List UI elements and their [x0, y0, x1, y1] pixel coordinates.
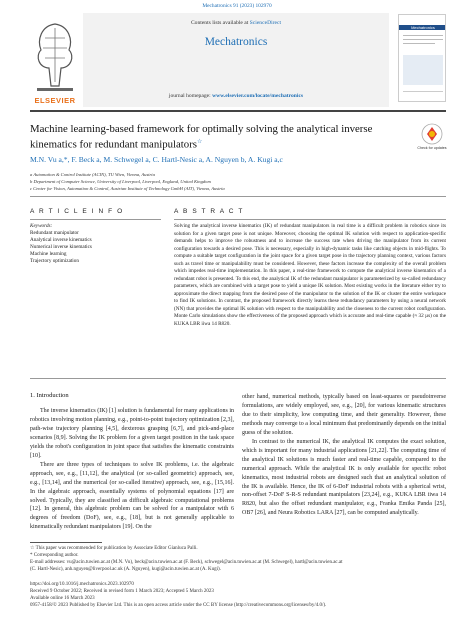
title-note-marker[interactable]: ☆ [197, 138, 203, 145]
keyword-item: Redundant manipulator [30, 230, 79, 236]
journal-reference[interactable]: Mechatronics 91 (2023) 102970 [202, 3, 272, 9]
article-title-text: Machine learning-based framework for optimally solving the analytical inverse kinematics for redundant manipulators [30, 123, 373, 151]
keywords-list [30, 230, 161, 265]
body-paragraph: The inverse kinematics (IK) [1] solution is fundamental for many applications in robotics involving motion planning, e.g., point-to-point trajectory optimization [2,3], path-wise trajectory planning [4,5], dexterous grasping [6,7], and pick-and-place scenarios [8,9]. Solving the IK problem for a given target position in the task space yields the robot's configuration in joint space that satisfies the kinematic constraints [10]. [30, 408, 234, 459]
keyword-item: Numerical inverse kinematics [30, 244, 92, 250]
publisher-logo: ELSEVIER [34, 96, 76, 105]
contents-line [83, 20, 389, 26]
cover-title: Mechatronics [411, 25, 435, 30]
abstract-divider [174, 219, 446, 220]
abstract-body: Solving the analytical inverse kinematics (IK) of redundant manipulators in real time is a difficult problem in robotics since its solution for a given target pose is not unique. Moreover, choosing the optimal IK solution with respect to application-specific demands helps to improve the robustness and to increase the success rate when driving the manipulator from its current configuration towards a desired pose. This is necessary, especially in high-dynamic tasks like catching objects in mid-flights. To compute a suitable target configuration in the joint space for a given target pose in the trajectory planning context, various factors such as travel time or manipulability must be considered. However, these factors increase the complexity of the overall problem which impedes real-time implementation. In this paper, a real-time framework to compute the analytical inverse kinematics of a redundant robot is presented. To this end, the analytical IK of the redundant manipulator is parameterized by so-called redundancy parameters, which are combined with a target pose to yield a unique IK solution. Most existing works in the literature either try to approximate the direct mapping from the desired pose of the manipulator to the solution of the IK or cluster the entire workspace to find IK solutions. In contrast, the proposed framework directly learns these redundancy parameters by using a neural network (NN) that provides the optimal IK solution with respect to the manipulability and the closeness to the current robot configuration. Monte Carlo simulations show the effectiveness of the proposed approach which is accurate and real-time capable (≈ 32 µs) on the KUKA LBR iiwa 14 R820. [174, 223, 446, 327]
homepage-line [83, 93, 389, 99]
article-info-divider [30, 219, 161, 220]
homepage-label: journal homepage: [168, 93, 213, 99]
keyword-item: Trajectory optimization [30, 258, 79, 264]
keywords-heading: Keywords: [30, 223, 53, 229]
abstract-bottom-divider [30, 378, 446, 379]
affiliation-c: c Center for Vision, Automation & Control, Austrian Institute of Technology GmbH (AIT), Vienna, Austria [30, 186, 225, 191]
footnote-emails-continued[interactable]: (C. Hartl-Nesic), anh.nguyen@liverpool.ac.uk (A. Nguyen), kugi@acin.tuwien.ac.at (A. Kugi). [30, 567, 221, 572]
sciencedirect-link[interactable]: ScienceDirect [249, 20, 282, 26]
check-for-updates-icon[interactable] [421, 123, 443, 145]
contents-prefix: Contents lists available at [190, 20, 250, 26]
footnote-recommendation: ☆ This paper was recommended for publication by Associate Editor Gianluca Palli. [30, 546, 198, 551]
affiliation-a: a Automation & Control Institute (ACIN), TU Wien, Vienna, Austria [30, 172, 155, 177]
abstract-heading: A B S T R A C T [174, 208, 244, 215]
footnote-emails[interactable]: E-mail addresses: vu@acin.tuwien.ac.at (M.N. Vu), beck@acin.tuwien.ac.at (F. Beck), schwegel@acin.tuwien.ac.at (M. Schwegel), hartl@acin.tuwien.ac.at [30, 560, 343, 565]
keyword-item: Analytical inverse kinematics [30, 237, 92, 243]
doi-link[interactable]: https://doi.org/10.1016/j.mechatronics.2023.102970 [30, 582, 134, 587]
keyword-item: Machine learning [30, 251, 67, 257]
header-divider [30, 196, 446, 197]
body-column-right [242, 393, 446, 518]
footnote-divider [30, 542, 102, 543]
author-list[interactable]: M.N. Vu a,*, F. Beck a, M. Schwegel a, C. Hartl-Nesic a, A. Nguyen b, A. Kugi a,c [30, 155, 283, 164]
journal-name[interactable]: Mechatronics [204, 36, 268, 48]
body-paragraph: other hand, numerical methods, typically based on least-squares or pseudoinverse formulations, are widely employed, see, e.g., [20], for various kinematic structures due to their simplicity, low computing time, and their generality. However, these methods may converge to a local minimum that predominantly depends on the initial guess of the solution. [242, 394, 446, 436]
body-column-left [30, 407, 234, 532]
body-paragraph: There are three types of techniques to solve IK problems, i.e. the algebraic approach, see, e.g., [11,12], the analytical (or so-called geometric) approach, see, e.g., [13,14], and the numerical (or so-called iterative) approach, see, e.g., [15,16]. In the algebraic approach, essentially systems of polynomial equations [17] are solved. Typically, they are classified as difficult algebraic computational problems [12]. In general, this algebraic problem can be solved for a manipulator with 6 degrees of freedom (DoF), see, e.g., [18], but is not generally applicable to kinematically redundant manipulators [19]. On the [30, 461, 234, 531]
affiliation-b: b Department of Computer Science, University of Liverpool, Liverpool, England, United Kingdom [30, 179, 211, 184]
received-dates: Received 9 October 2022; Received in revised form 1 March 2023; Accepted 5 March 2023 [30, 589, 214, 594]
body-paragraph: In contrast to the numerical IK, the analytical IK computes the exact solution, which is important for many industrial applications [21,22]. The computing time of the analytical IK solutions is much faster and real-time capable, compared to the numerical approach. While the analytical IK is only available for specific robot kinematics, most industrial robots are designed such that an analytical solution of the IK is available. Hence, the IK of 6-DoF industrial robots with a spherical wrist, non-offset 7-DoF S-R-S redundant manipulators [23,24], e.g., KUKA LBR iiwa 14 R820, but also the offset redundant manipulator, e.g., Franka Emika Panda [25], OB7 [26], and Neura Robotics LARA [27], can be computed analytically. [242, 438, 446, 517]
homepage-link[interactable]: www.elsevier.com/locate/mechatronics [212, 93, 304, 99]
footnote-corresponding: * Corresponding author. [30, 553, 79, 558]
issn-license-line[interactable]: 0957-4158/© 2023 Published by Elsevier Ltd. This is an open access article under the CC BY license (http://creativecommons.org/licenses/by/4.0/). [30, 603, 327, 608]
top-divider [30, 110, 446, 112]
article-info-heading: A R T I C L E I N F O [30, 208, 124, 215]
check-for-updates-label[interactable]: Check for updates [417, 146, 447, 150]
elsevier-tree-logo [31, 16, 79, 98]
article-title [30, 123, 400, 151]
available-online-date: Available online 16 March 2023 [30, 596, 95, 601]
section-heading-introduction: 1. Introduction [30, 392, 69, 399]
journal-cover-thumbnail[interactable] [398, 14, 446, 102]
